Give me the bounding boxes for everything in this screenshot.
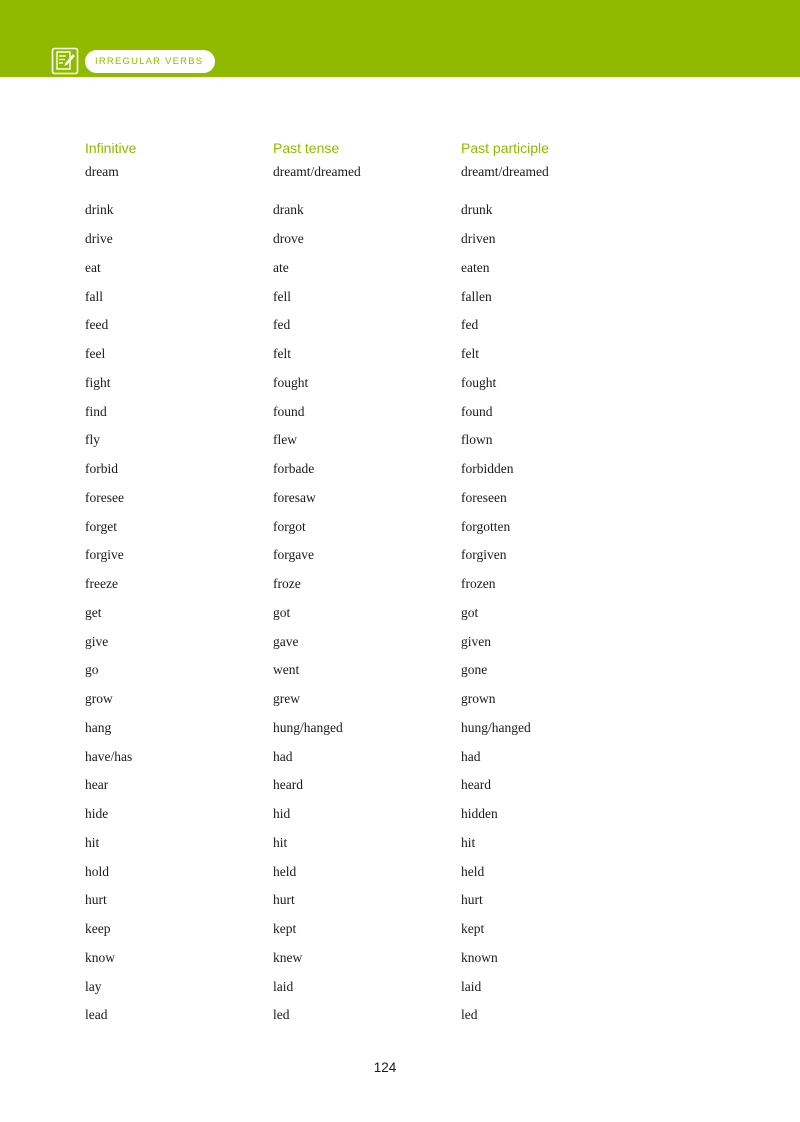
table-row bbox=[85, 484, 621, 513]
cell-past-tense: felt bbox=[273, 346, 291, 362]
cell-infinitive: forget bbox=[85, 518, 117, 534]
cell-past-participle: forgiven bbox=[461, 547, 507, 563]
table-row bbox=[85, 944, 621, 973]
cell-past-tense: heard bbox=[273, 777, 303, 793]
table-row bbox=[85, 512, 621, 541]
cell-past-tense: dreamt/dreamed bbox=[273, 164, 361, 179]
cell-past-participle: known bbox=[461, 949, 498, 965]
table-row bbox=[85, 311, 621, 340]
table-row bbox=[85, 656, 621, 685]
cell-past-participle: hung/hanged bbox=[461, 719, 531, 735]
cell-past-participle: given bbox=[461, 633, 491, 649]
section-badge bbox=[85, 50, 215, 73]
cell-past-participle: found bbox=[461, 403, 493, 419]
cell-infinitive: forbid bbox=[85, 461, 118, 477]
table-row bbox=[85, 742, 621, 771]
cell-infinitive: have/has bbox=[85, 748, 133, 764]
cell-past-tense: hurt bbox=[273, 892, 295, 908]
cell-infinitive: lay bbox=[85, 978, 102, 994]
cell-past-tense: hit bbox=[273, 834, 288, 850]
cell-past-participle: fed bbox=[461, 317, 479, 333]
cell-past-participle: felt bbox=[461, 346, 479, 362]
table-row bbox=[85, 397, 621, 426]
cell-past-tense: flew bbox=[273, 432, 297, 448]
cell-past-tense: led bbox=[273, 1007, 290, 1023]
cell-past-tense: kept bbox=[273, 921, 297, 937]
cell-past-participle: hurt bbox=[461, 892, 483, 908]
cell-past-tense: drank bbox=[273, 202, 304, 218]
table-row bbox=[85, 915, 621, 944]
table-row bbox=[85, 541, 621, 570]
cell-past-participle: drunk bbox=[461, 202, 493, 218]
table-row bbox=[85, 1001, 621, 1030]
cell-past-tense: held bbox=[273, 863, 297, 879]
cell-infinitive: dream bbox=[85, 164, 119, 179]
cell-past-tense: had bbox=[273, 748, 293, 764]
table-row bbox=[85, 282, 621, 311]
table-row bbox=[85, 340, 621, 369]
cell-past-tense: got bbox=[273, 604, 291, 620]
cell-past-tense: forgot bbox=[273, 518, 306, 534]
table-row bbox=[85, 714, 621, 743]
table-row bbox=[85, 599, 621, 628]
cell-past-participle: got bbox=[461, 604, 479, 620]
table-row bbox=[85, 886, 621, 915]
cell-past-participle: grown bbox=[461, 691, 496, 707]
table-row bbox=[85, 972, 621, 1001]
cell-past-participle: fought bbox=[461, 374, 497, 390]
cell-infinitive: go bbox=[85, 662, 99, 678]
table-row bbox=[85, 627, 621, 656]
cell-past-tense: knew bbox=[273, 949, 303, 965]
cell-past-participle: eaten bbox=[461, 259, 490, 275]
page-number: 124 bbox=[373, 1060, 397, 1075]
cell-past-tense: ate bbox=[273, 259, 289, 275]
cell-past-tense: foresaw bbox=[273, 489, 316, 505]
cell-infinitive: hit bbox=[85, 834, 100, 850]
cell-infinitive: grow bbox=[85, 691, 113, 707]
notebook-pencil-icon bbox=[51, 47, 79, 75]
cell-past-tense: forbade bbox=[273, 461, 315, 477]
cell-past-tense: went bbox=[273, 662, 300, 678]
cell-past-participle: had bbox=[461, 748, 481, 764]
cell-infinitive: find bbox=[85, 403, 107, 419]
cell-past-participle: frozen bbox=[461, 576, 496, 592]
cell-past-tense: laid bbox=[273, 978, 294, 994]
table-row bbox=[85, 225, 621, 254]
cell-past-participle: hit bbox=[461, 834, 476, 850]
column-header-infinitive: Infinitive bbox=[85, 139, 137, 156]
cell-infinitive: lead bbox=[85, 1007, 108, 1023]
section-badge-label: IRREGULAR VERBS bbox=[95, 56, 204, 67]
cell-past-participle: dreamt/dreamed bbox=[461, 164, 549, 179]
table-row bbox=[85, 426, 621, 455]
cell-infinitive: fight bbox=[85, 374, 111, 390]
cell-past-participle: driven bbox=[461, 231, 496, 247]
cell-infinitive: hurt bbox=[85, 892, 107, 908]
table-row bbox=[85, 771, 621, 800]
table-row bbox=[85, 455, 621, 484]
cell-past-participle: foreseen bbox=[461, 489, 507, 505]
cell-past-participle: fallen bbox=[461, 288, 492, 304]
table-header-row bbox=[85, 137, 621, 158]
table-row bbox=[85, 254, 621, 283]
cell-past-tense: grew bbox=[273, 691, 300, 707]
cell-infinitive: fly bbox=[85, 432, 100, 448]
table-row bbox=[85, 685, 621, 714]
cell-past-participle: flown bbox=[461, 432, 493, 448]
cell-infinitive: give bbox=[85, 633, 109, 649]
table-row bbox=[85, 829, 621, 858]
cell-past-participle: held bbox=[461, 863, 485, 879]
cell-past-participle: led bbox=[461, 1007, 478, 1023]
cell-infinitive: drive bbox=[85, 231, 113, 247]
cell-past-participle: gone bbox=[461, 662, 488, 678]
cell-past-tense: fell bbox=[273, 288, 291, 304]
cell-infinitive: hold bbox=[85, 863, 110, 879]
cell-past-tense: fed bbox=[273, 317, 291, 333]
table-row bbox=[85, 196, 621, 225]
table-row bbox=[85, 857, 621, 886]
cell-past-tense: froze bbox=[273, 576, 301, 592]
cell-past-participle: forgotten bbox=[461, 518, 511, 534]
table-body bbox=[85, 158, 621, 1030]
cell-infinitive: drink bbox=[85, 202, 114, 218]
cell-infinitive: forgive bbox=[85, 547, 124, 563]
cell-past-tense: hid bbox=[273, 806, 291, 822]
cell-past-participle: hidden bbox=[461, 806, 498, 822]
table-row bbox=[85, 158, 621, 196]
cell-past-participle: kept bbox=[461, 921, 485, 937]
cell-infinitive: fall bbox=[85, 288, 103, 304]
cell-infinitive: know bbox=[85, 949, 115, 965]
cell-infinitive: feed bbox=[85, 317, 109, 333]
cell-past-tense: found bbox=[273, 403, 305, 419]
cell-infinitive: foresee bbox=[85, 489, 124, 505]
table-row bbox=[85, 369, 621, 398]
cell-infinitive: freeze bbox=[85, 576, 118, 592]
cell-infinitive: eat bbox=[85, 259, 101, 275]
irregular-verbs-table bbox=[85, 137, 621, 1030]
cell-past-participle: laid bbox=[461, 978, 482, 994]
cell-infinitive: hang bbox=[85, 719, 112, 735]
table-row bbox=[85, 570, 621, 599]
cell-infinitive: keep bbox=[85, 921, 111, 937]
cell-past-tense: hung/hanged bbox=[273, 719, 343, 735]
cell-infinitive: hear bbox=[85, 777, 109, 793]
cell-infinitive: feel bbox=[85, 346, 106, 362]
cell-infinitive: hide bbox=[85, 806, 109, 822]
cell-past-tense: forgave bbox=[273, 547, 314, 563]
column-header-past-tense: Past tense bbox=[273, 139, 340, 156]
cell-past-participle: forbidden bbox=[461, 461, 514, 477]
cell-past-tense: drove bbox=[273, 231, 304, 247]
cell-infinitive: get bbox=[85, 604, 102, 620]
table-row bbox=[85, 800, 621, 829]
cell-past-tense: fought bbox=[273, 374, 309, 390]
cell-past-participle: heard bbox=[461, 777, 491, 793]
cell-past-tense: gave bbox=[273, 633, 299, 649]
column-header-past-participle: Past participle bbox=[461, 139, 549, 156]
